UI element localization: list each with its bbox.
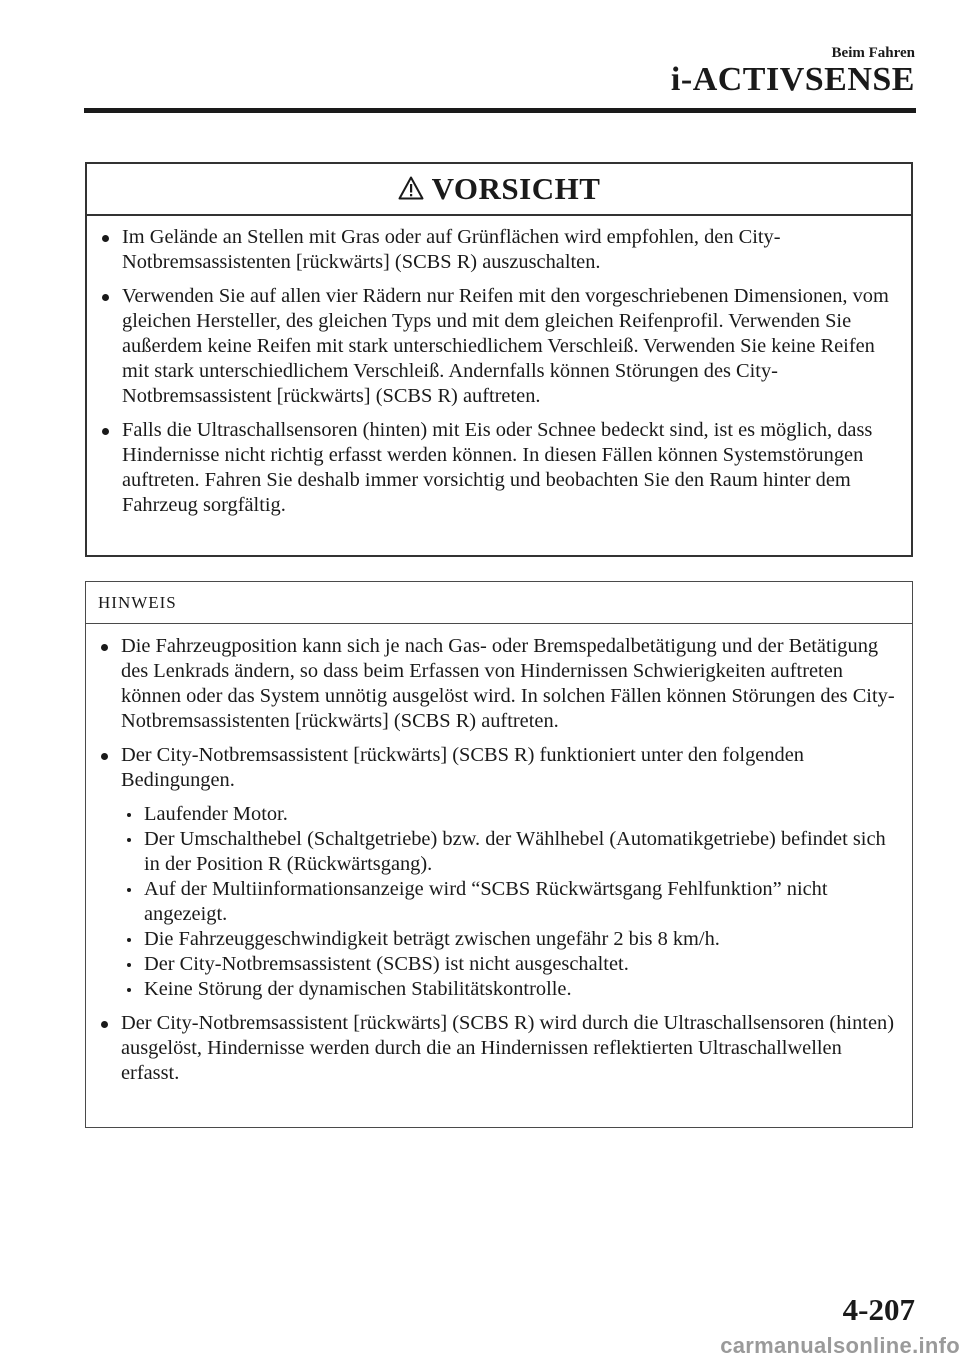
- caution-header: [87, 164, 911, 216]
- condition-text: Die Fahrzeuggeschwindigkeit beträgt zwischen ungefähr 2 bis 8 km/h.: [144, 928, 720, 950]
- caution-item: [99, 284, 897, 409]
- note-list: [86, 624, 912, 1086]
- condition-item: [121, 802, 898, 827]
- note-item: [98, 743, 898, 1002]
- watermark-text: carmanualsonline.info: [720, 1333, 960, 1358]
- section-label: Beim Fahren: [831, 45, 915, 61]
- condition-text: Auf der Multiinformationsanzeige wird “SCBS Rückwärtsgang Fehlfunktion” nicht angezeigt.: [144, 878, 828, 925]
- sub-bullet: [127, 963, 131, 967]
- condition-item: [121, 977, 898, 1002]
- bullet: [102, 294, 109, 301]
- bullet: [101, 753, 108, 760]
- conditions-list: [121, 802, 898, 1002]
- condition-item: [121, 827, 898, 877]
- note-item-text: Der City-Notbremsassistent [rückwärts] (SCBS R) wird durch die Ultraschallsensoren (hinten) ausgelöst, Hindernisse werden durch die an Hindernissen reflektierten Ultraschallwellen erfasst.: [121, 1012, 894, 1084]
- sub-bullet: [127, 813, 131, 817]
- caution-item: [99, 225, 897, 275]
- sub-bullet: [127, 888, 131, 892]
- condition-text: Der Umschalthebel (Schaltgetriebe) bzw. der Wählhebel (Automatikgetriebe) befindet sich in der Position R (Rückwärtsgang).: [144, 828, 886, 875]
- note-header: [86, 582, 912, 624]
- sub-bullet: [127, 938, 131, 942]
- note-item-text: Der City-Notbremsassistent [rückwärts] (SCBS R) funktioniert unter den folgenden Bedingungen.: [121, 744, 804, 791]
- caution-list: [87, 216, 911, 518]
- condition-item: [121, 952, 898, 977]
- bullet: [102, 428, 109, 435]
- caution-item-text: Im Gelände an Stellen mit Gras oder auf Grünflächen wird empfohlen, den City-Notbremsassistenten [rückwärts] (SCBS R) auszuschalten.: [122, 226, 781, 273]
- caution-item-text: Verwenden Sie auf allen vier Rädern nur Reifen mit den vorgeschriebenen Dimensionen, vom gleichen Hersteller, des gleichen Typs und mit dem gleichen Reifenprofil. Verwenden Sie außerdem keine Reifen mit stark unterschiedlichem Verschleiß. Verwenden Sie keine Reifen mit stark unterschiedlichem Verschleiß. Andernfalls können Störungen des City-Notbremsassistent [rückwärts] (SCBS R) auftreten.: [122, 285, 889, 407]
- bullet: [101, 1021, 108, 1028]
- note-item: [98, 1011, 898, 1086]
- caution-title: VORSICHT: [431, 171, 601, 206]
- caution-item-text: Falls die Ultraschallsensoren (hinten) mit Eis oder Schnee bedeckt sind, ist es möglich, dass Hindernisse nicht richtig erfasst werden können. In diesen Fällen können Systemstörungen auftreten. Fahren Sie deshalb immer vorsichtig und beobachten Sie den Raum hinter dem Fahrzeug sorgfältig.: [122, 419, 873, 516]
- caution-item: [99, 418, 897, 518]
- note-box: [85, 581, 913, 1128]
- caution-box: [85, 162, 913, 557]
- bullet: [101, 644, 108, 651]
- condition-text: Keine Störung der dynamischen Stabilitätskontrolle.: [144, 978, 572, 1000]
- note-title: HINWEIS: [98, 592, 177, 612]
- note-item: [98, 634, 898, 734]
- warning-triangle-icon: [398, 176, 424, 200]
- chapter-title: i-ACTIVSENSE: [670, 61, 915, 98]
- sub-bullet: [127, 988, 131, 992]
- condition-text: Laufender Motor.: [144, 803, 288, 825]
- bullet: [102, 235, 109, 242]
- condition-item: [121, 927, 898, 952]
- condition-item: [121, 877, 898, 927]
- condition-text: Der City-Notbremsassistent (SCBS) ist nicht ausgeschaltet.: [144, 953, 629, 975]
- note-item-text: Die Fahrzeugposition kann sich je nach Gas- oder Bremspedalbetätigung und der Betätigung des Lenkrads ändern, so dass beim Erfassen von Hindernissen Schwierigkeiten auftreten können oder das System unnötig ausgelöst wird. In solchen Fällen können Störungen des City-Notbremsassistenten [rückwärts] (SCBS R) auftreten.: [121, 635, 895, 732]
- page-number: 4-207: [842, 1292, 915, 1327]
- header-rule: [84, 108, 916, 113]
- sub-bullet: [127, 838, 131, 842]
